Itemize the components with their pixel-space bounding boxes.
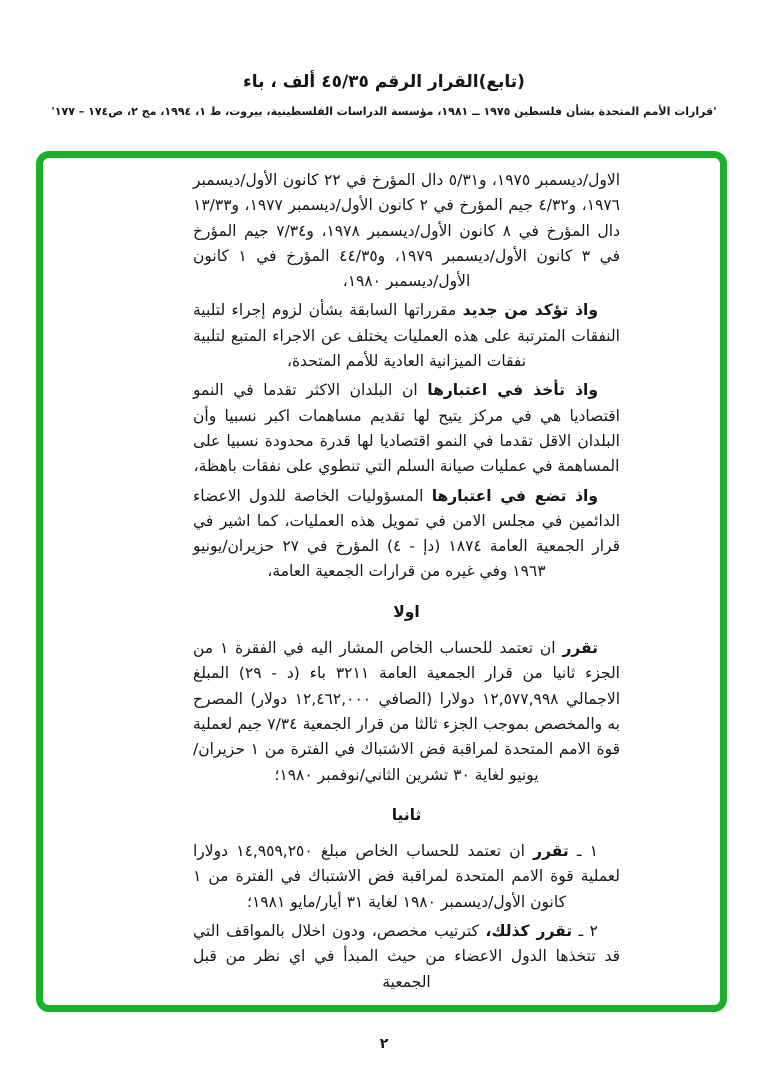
paragraph: ٢ ـ تقرر كذلك، كترتيب مخصص، ودون اخلال بالمواقف التي قد تتخذها الدول الاعضاء من حيث المبدأ في اي نظر من قبل الجمعية (193, 922, 620, 991)
section-heading: ثانيا (391, 805, 422, 824)
paragraph: الاول/ديسمبر ١٩٧٥، و٥/٣١ دال المؤرخ في ٢٢ كانون الأول/ديسمبر ١٩٧٦، و٤/٣٢ جيم المؤرخ في ٢ كانون الأول/ديسمبر ١٩٧٧، و١٣/٣٣ دال المؤرخ في ٨ كانون الأول/ديسمبر ١٩٧٨، و٧/٣٤ جيم المؤرخ في ٣ كانون الأول/ديسمبر ١٩٧٩، و٤٤/٣٥ المؤرخ في ١ كانون الأول/ديسمبر ١٩٨٠، (193, 171, 621, 291)
paragraph-lead: تقرر (562, 639, 598, 658)
page-number: ٢ (379, 1036, 389, 1052)
paragraph-lead: واذ تؤكد من جديد (462, 301, 598, 320)
paragraph: تقرر ان تعتمد للحساب الخاص المشار اليه في الفقرة ١ من الجزء ثانيا من قرار الجمعية العامة ٣٢١١ باء (د - ٢٩) المبلغ الاجمالي ١٢,٥٧٧,٩٩٨ دولارا (الصافي ١٢,٤٦٢,٠٠٠ دولار) المصرح به والمخصص بموجب الجزء ثالثا من قرار الجمعية ٧/٣٤ جيم لعملية قوة الامم المتحدة لمراقبة فض الاشتباك في الفترة من ١ حزيران/يونيو لغاية ٣٠ تشرين الثاني/نوفمبر ١٩٨٠؛ (193, 639, 620, 784)
paragraph: ١ ـ تقرر ان تعتمد للحساب الخاص مبلغ ١٤,٩٥٩,٢٥٠ دولارا لعملية قوة الامم المتحدة لمراقبة فض الاشتباك في الفترة من ١ كانون الأول/ديسمبر ١٩٨٠ لغاية ٣١ أيار/مايو ١٩٨١؛ (193, 842, 620, 911)
resolution-title: (تابع)القرار الرقم ٤٥/٣٥ ألف ، باء (243, 72, 525, 92)
paragraph-lead: تقرر كذلك، (485, 922, 573, 941)
paragraph: واذ تضع في اعتبارها المسؤوليات الخاصة للدول الاعضاء الدائمين في مجلس الامن في تمويل هذه العمليات، كما اشير في قرار الجمعية العامة ١٨٧٤ (دإ - ٤) المؤرخ في ٢٧ حزيران/يونيو ١٩٦٣ وفي غيره من قرارات الجمعية العامة، (193, 486, 620, 581)
paragraph: واذ تؤكد من جديد مقرراتها السابقة بشأن لزوم إجراء لتلبية النفقات المترتبة على هذه العمليات يختلف عن الاجراء المتبع لتلبية نفقات الميزانية العادية للأمم المتحدة، (193, 301, 620, 371)
paragraph-lead: تقرر (533, 842, 569, 861)
section-heading: اولا (393, 602, 420, 621)
paragraph: واذ تأخذ في اعتبارها ان البلدان الاكثر تقدما في النمو اقتصاديا هي في مركز يتيح لها تقديم مساهمات اكبر نسبيا وأن البلدان الاقل تقدما في النمو اقتصاديا لها قدرة محدودة نسبيا على المساهمة في عمليات صيانة السلم التي تنطوي على نفقات باهظة، (193, 381, 620, 476)
document-body (193, 168, 620, 999)
paragraph-lead: واذ تأخذ في اعتبارها (427, 381, 598, 400)
source-citation: 'قرارات الأمم المتحدة بشأن فلسطين ١٩٧٥ ــ ١٩٨١، مؤسسة الدراسات الفلسطينية، بيروت، ط ١، ١٩٩٤، مج ٢، ص١٧٤ – ١٧٧' (51, 105, 717, 118)
paragraph-lead: واذ تضع في اعتبارها (431, 486, 598, 505)
page-header (0, 72, 768, 118)
